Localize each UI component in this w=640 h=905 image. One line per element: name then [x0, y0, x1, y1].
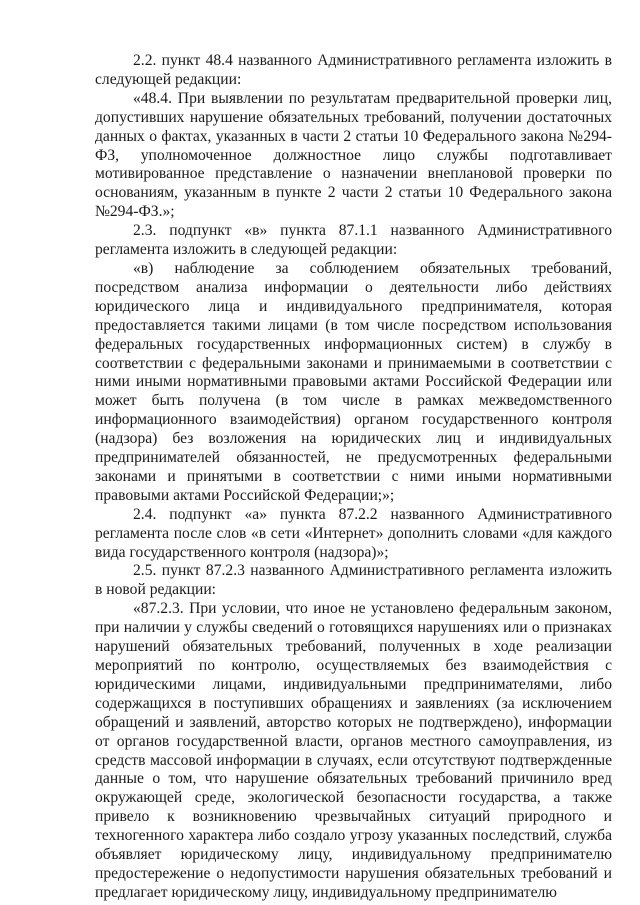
paragraph-48-4-quote: «48.4. При выявлении по результатам предварительной проверки лиц, допустивших нарушение обязательных требований, получении достаточных данных о фактах, указанных в части 2 статьи 10 Федерального закона №294-ФЗ, уполномоченное должностное лицо службы подготавливает мотивированное представление о назначении внеплановой проверки по основаниям, указанным в пункте 2 части 2 статьи 10 Федерального закона №294-ФЗ.»;	[95, 89, 612, 221]
paragraph-2-3: 2.3. подпункт «в» пункта 87.1.1 названного Административного регламента изложить в следующей редакции:	[95, 222, 612, 259]
paragraph-subitem-v-quote: «в) наблюдение за соблюдением обязательных требований, посредством анализа информации о деятельности либо действиях юридического лица и индивидуального предпринимателя, которая предоставляется такими лицами (в том числе посредством использования федеральных государственных информационных систем) в службу в соответствии с федеральными законами и принимаемыми в соответствии с ними иными нормативными правовыми актами Российской Федерации или может быть получена (в том числе в рамках межведомственного информационного взаимодействия) органом государственного контроля (надзора) без возложения на юридических лиц и индивидуальных предпринимателей обязанностей, не предусмотренных федеральными законами и принятыми в соответствии с ними иными нормативными правовыми актами Российской Федерации;»;	[95, 259, 612, 504]
document-body	[95, 52, 612, 903]
paragraph-2-5: 2.5. пункт 87.2.3 названного Административного регламента изложить в новой редакции:	[95, 562, 612, 599]
paragraph-2-2: 2.2. пункт 48.4 названного Административного регламента изложить в следующей редакции:	[95, 52, 612, 88]
paragraph-87-2-3-quote: «87.2.3. При условии, что иное не установлено федеральным законом, при наличии у службы сведений о готовящихся нарушениях или о признаках нарушений обязательных требований, полученных в ходе реализации мероприятий по контролю, осуществляемых без взаимодействия с юридическими лицами, индивидуальными предпринимателями, либо содержащихся в поступивших обращениях и заявлениях (за исключением обращений и заявлений, авторство которых не подтверждено), информации от органов государственной власти, органов местного самоуправления, из средств массовой информации в случаях, если отсутствуют подтвержденные данные о том, что нарушение обязательных требований причинило вред окружающей среде, экологической безопасности государства, а также привело к возникновению чрезвычайных ситуаций природного и техногенного характера либо создало угрозу указанных последствий, служба объявляет юридическому лицу, индивидуальному предпринимателю предостережение о недопустимости нарушения обязательных требований и предлагает юридическому лицу, индивидуальному предпринимателю	[95, 600, 612, 901]
paragraph-2-4: 2.4. подпункт «а» пункта 87.2.2 названного Административного регламента после слов «в сети «Интернет» дополнить словами «для каждого вида государственного контроля (надзора)»;	[95, 505, 612, 561]
